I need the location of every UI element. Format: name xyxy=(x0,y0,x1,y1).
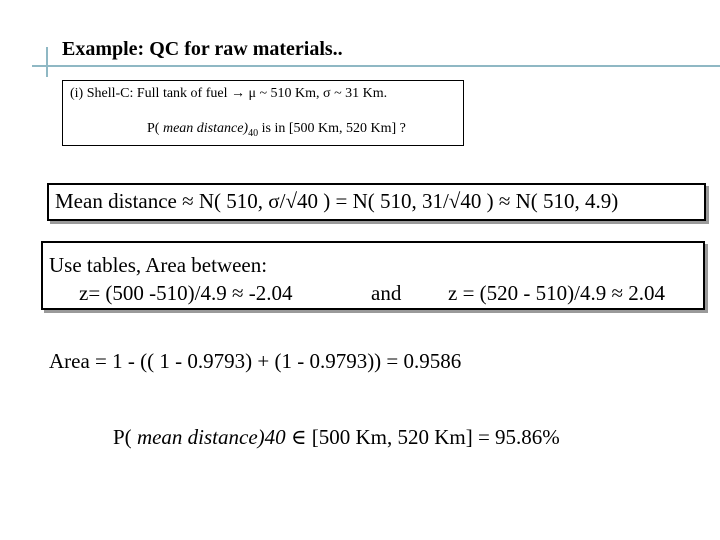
question-line-2-prefix: P( xyxy=(147,121,163,136)
question-line-2-italic: mean distance) xyxy=(162,121,249,136)
probability-suffix: ∈ [500 Km, 520 Km] = 95.86% xyxy=(285,425,560,449)
area-calculation: Area = 1 - (( 1 - 0.9793) + (1 - 0.9793)) = 0.9586 xyxy=(49,349,462,373)
slide-title: Example: QC for raw materials.. xyxy=(62,38,343,60)
question-box xyxy=(62,80,464,146)
probability-italic: mean distance)40 xyxy=(136,425,286,449)
probability-prefix: P( xyxy=(113,425,137,449)
title-accent-bar xyxy=(46,47,48,77)
question-line-2-subscript: 40 xyxy=(248,127,259,139)
question-line-1: (i) Shell-C: Full tank of fuel → μ ~ 510 Km, σ ~ 31 Km. xyxy=(70,86,388,101)
question-line-2-suffix: is in [500 Km, 520 Km] ? xyxy=(258,121,406,136)
z-low-formula: z= (500 -510)/4.9 ≈ -2.04 xyxy=(79,281,293,305)
z-high-formula: z = (520 - 510)/4.9 ≈ 2.04 xyxy=(448,281,666,305)
tables-box xyxy=(41,241,705,310)
mean-distribution-box xyxy=(47,183,706,221)
tables-intro: Use tables, Area between: xyxy=(49,253,268,277)
title-underline xyxy=(32,65,720,67)
question-line-2 xyxy=(147,121,406,139)
mean-distribution-text: Mean distance ≈ N( 510, σ/√40 ) = N( 510, 31/√40 ) ≈ N( 510, 4.9) xyxy=(55,189,619,213)
probability-result xyxy=(113,425,560,450)
and-label: and xyxy=(371,281,402,305)
